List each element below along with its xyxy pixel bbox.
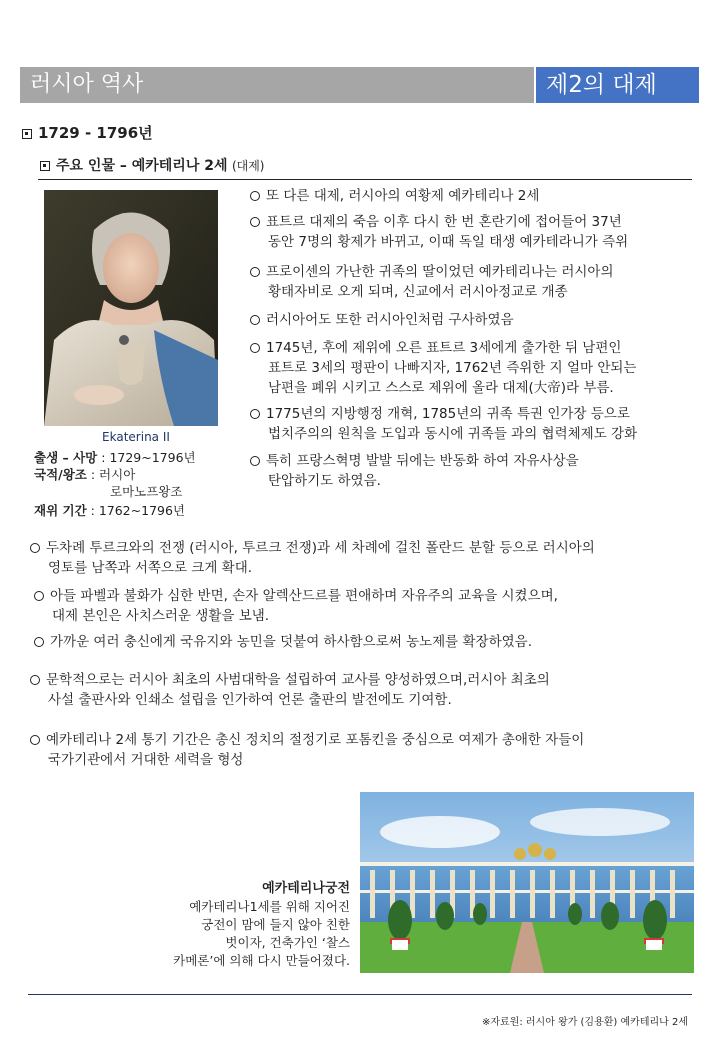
right-bullet-4 bbox=[250, 310, 514, 330]
circle-bullet-icon bbox=[30, 543, 40, 553]
bullet-line: 아들 파벨과 불화가 심한 반면, 손자 알렉산드르를 편애하며 자유주의 교육을 시켰으며, bbox=[50, 588, 558, 604]
palace-caption-title: 예카테리나궁전 bbox=[262, 881, 350, 896]
circle-bullet-icon bbox=[250, 456, 260, 466]
section-title-text: 1729 - 1796년 bbox=[38, 124, 153, 142]
circle-bullet-icon bbox=[34, 591, 44, 601]
palace-caption-line: 예카테리나1세를 위해 지어진 bbox=[189, 899, 350, 914]
circle-bullet-icon bbox=[34, 637, 44, 647]
bullet-line: 두차례 투르크와의 전쟁 (러시아, 투르크 전쟁)과 세 차례에 걸친 폴란드 분할 등으로 러시아의 bbox=[46, 540, 595, 556]
full-bullet-4 bbox=[30, 670, 550, 710]
bullet-line: 영토를 남쪽과 서쪽으로 크게 확대. bbox=[48, 560, 253, 576]
bullet-line: 또 다른 대제, 러시아의 여황제 예카테리나 2세 bbox=[266, 188, 540, 204]
info-key: 출생 – 사망 bbox=[34, 450, 98, 465]
right-bullet-5 bbox=[250, 338, 636, 398]
bullet-line: 국가기관에서 거대한 세력을 형성 bbox=[48, 752, 244, 768]
bullet-line: 문학적으로는 러시아 최초의 사범대학을 설립하여 교사를 양성하였으며,러시아 최초의 bbox=[46, 672, 550, 688]
full-bullet-3 bbox=[34, 632, 532, 652]
right-bullet-6 bbox=[250, 404, 637, 444]
right-bullet-2 bbox=[250, 212, 628, 252]
palace-caption-line: 카메론’에 의해 다시 만들어졌다. bbox=[173, 953, 350, 968]
info-value: 러시아 bbox=[99, 467, 136, 482]
bullet-line: 대제 본인은 사치스러운 생활을 보냄. bbox=[52, 608, 270, 624]
header-title-right: 제2의 대제 bbox=[536, 67, 699, 103]
right-bullet-7 bbox=[250, 451, 579, 491]
full-bullet-2 bbox=[34, 586, 558, 626]
divider-top bbox=[38, 179, 692, 180]
circle-bullet-icon bbox=[30, 675, 40, 685]
bullet-line: 동안 7명의 황제가 바뀌고, 이때 독일 태생 예카테라니가 즉위 bbox=[268, 234, 629, 250]
right-bullet-1 bbox=[250, 186, 539, 206]
bullet-line: 법치주의의 원칙을 도입과 동시에 귀족들 과의 협력체제도 강화 bbox=[268, 426, 638, 442]
subsection-note: (대제) bbox=[231, 159, 265, 173]
palace-image bbox=[360, 792, 694, 973]
info-key: 국적/왕조 bbox=[34, 467, 87, 482]
subsection-title-text: 주요 인물 – 예카테리나 2세 bbox=[56, 158, 228, 174]
bullet-line: 탄압하기도 하였음. bbox=[268, 473, 381, 489]
circle-bullet-icon bbox=[250, 217, 260, 227]
bullet-line: 특히 프랑스혁명 발발 뒤에는 반동화 하여 자유사상을 bbox=[266, 453, 579, 469]
circle-bullet-icon bbox=[250, 191, 260, 201]
bullet-line: 1745년, 후에 제위에 오른 표트르 3세에게 출가한 뒤 남편인 bbox=[266, 340, 622, 356]
circle-bullet-icon bbox=[250, 343, 260, 353]
palace-caption bbox=[173, 880, 350, 970]
header-title-left: 러시아 역사 bbox=[20, 67, 534, 103]
circle-bullet-icon bbox=[250, 267, 260, 277]
bullet-line: 1775년의 지방행정 개혁, 1785년의 귀족 특권 인가장 등으로 bbox=[266, 406, 630, 422]
palace-caption-line: 벗이자, 건축가인 ‘찰스 bbox=[225, 935, 350, 950]
circle-bullet-icon bbox=[250, 315, 260, 325]
full-bullet-5 bbox=[30, 730, 584, 770]
right-bullet-3 bbox=[250, 262, 613, 302]
bullet-line: 남편을 폐위 시키고 스스로 제위에 올라 대제(大帝)라 부름. bbox=[268, 380, 614, 396]
info-value: 1729~1796년 bbox=[109, 450, 196, 465]
bullet-line: 러시아어도 또한 러시아인처럼 구사하였음 bbox=[266, 312, 514, 328]
divider-bottom bbox=[28, 994, 692, 995]
subsection-title bbox=[40, 155, 265, 175]
circle-bullet-icon bbox=[30, 735, 40, 745]
bullet-line: 사설 출판사와 인쇄소 설립을 인가하여 언론 출판의 발전에도 기여함. bbox=[48, 692, 452, 708]
info-key: 재위 기간 bbox=[34, 503, 87, 518]
info-value: 1762~1796년 bbox=[98, 503, 185, 518]
info-reign: 재위 기간 : 1762~1796년 bbox=[34, 503, 185, 518]
portrait-caption: Ekaterina II bbox=[102, 430, 170, 444]
circle-bullet-icon bbox=[250, 409, 260, 419]
bullet-line: 예카테리나 2세 통기 기간은 총신 정치의 절정기로 포톰킨을 중심으로 여제가 총애한 자들이 bbox=[46, 732, 585, 748]
bullet-line: 프로이센의 가난한 귀족의 딸이었던 예카테리나는 러시아의 bbox=[266, 264, 614, 280]
square-bullet-icon bbox=[22, 129, 32, 139]
full-bullet-1 bbox=[30, 538, 595, 578]
section-title bbox=[22, 122, 153, 143]
info-dynasty: 로마노프왕조 bbox=[110, 484, 183, 499]
source-note: ※자료원: 러시아 왕가 (김용환) 예카테리나 2세 bbox=[481, 1017, 688, 1028]
info-nationality: 국적/왕조 : 러시아 bbox=[34, 467, 136, 482]
bullet-line: 황태자비로 오게 되며, 신교에서 러시아정교로 개종 bbox=[268, 284, 568, 300]
palace-caption-line: 궁전이 맘에 들지 않아 친한 bbox=[201, 917, 350, 932]
bullet-line: 표트르 대제의 죽음 이후 다시 한 번 혼란기에 접어들어 37년 bbox=[266, 214, 622, 230]
portrait-image bbox=[44, 190, 218, 426]
bullet-line: 표트로 3세의 평판이 나빠지자, 1762년 즉위한 지 얼마 안되는 bbox=[268, 360, 637, 376]
info-birth-death: 출생 – 사망 : 1729~1796년 bbox=[34, 450, 196, 465]
bullet-line: 가까운 여러 충신에게 국유지와 농민을 덧붙여 하사함으로써 농노제를 확장하였음. bbox=[50, 634, 533, 650]
square-bullet-icon bbox=[40, 161, 50, 171]
